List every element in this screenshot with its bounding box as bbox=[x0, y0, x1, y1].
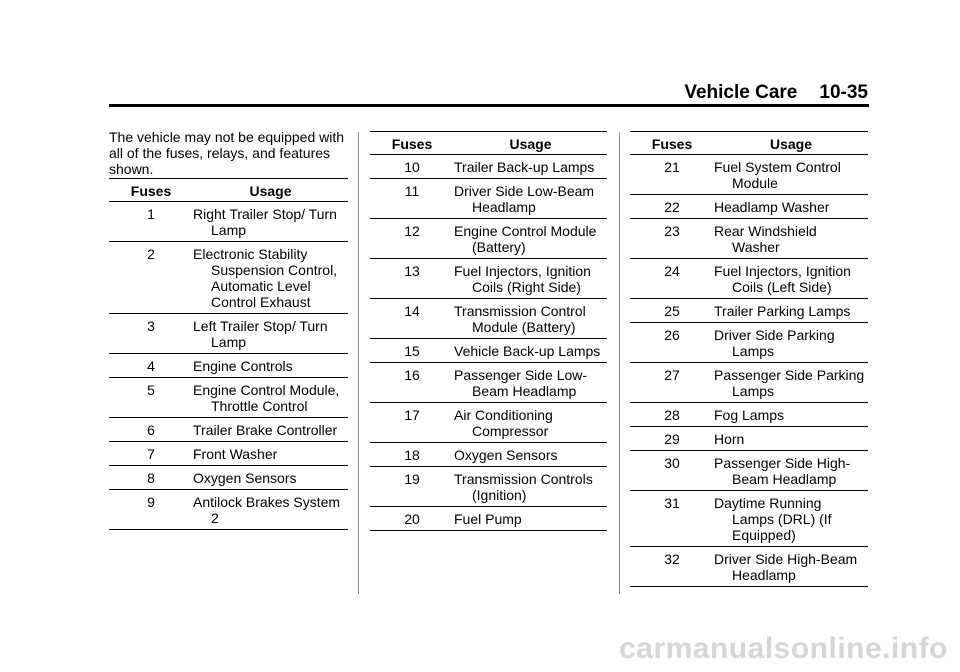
fuse-usage: Oxygen Sensors bbox=[454, 447, 558, 463]
fuse-number: 22 bbox=[630, 195, 714, 219]
table-row bbox=[630, 259, 868, 299]
column-header-usage: Usage bbox=[193, 179, 348, 202]
table-row bbox=[109, 314, 348, 354]
fuse-number: 10 bbox=[370, 155, 454, 179]
fuse-usage-cell bbox=[454, 219, 607, 259]
column-divider-2 bbox=[619, 132, 620, 594]
fuse-usage-cell bbox=[454, 403, 607, 443]
fuse-number: 31 bbox=[630, 491, 714, 547]
fuse-usage-cell bbox=[193, 466, 348, 490]
table-row bbox=[630, 299, 868, 323]
fuse-number: 18 bbox=[370, 443, 454, 467]
fuse-number: 27 bbox=[630, 363, 714, 403]
fuse-usage: Engine Control Module (Battery) bbox=[454, 223, 597, 255]
fuse-usage: Transmission Controls (Ignition) bbox=[454, 471, 593, 503]
fuse-number: 12 bbox=[370, 219, 454, 259]
fuse-usage-cell bbox=[193, 202, 348, 242]
fuse-usage-cell bbox=[454, 507, 607, 531]
fuse-usage-cell bbox=[193, 354, 348, 378]
table-row bbox=[630, 155, 868, 195]
fuse-usage-cell bbox=[454, 179, 607, 219]
fuse-usage: Transmission Control Module (Battery) bbox=[454, 303, 586, 335]
fuse-usage: Headlamp Washer bbox=[714, 199, 830, 215]
fuse-number: 23 bbox=[630, 219, 714, 259]
fuse-usage: Air Conditioning Compressor bbox=[454, 407, 553, 439]
fuse-usage-cell bbox=[714, 403, 868, 427]
fuse-usage-cell bbox=[714, 219, 868, 259]
fuse-number: 25 bbox=[630, 299, 714, 323]
fuse-number: 1 bbox=[109, 202, 193, 242]
fuse-usage-cell bbox=[193, 442, 348, 466]
fuse-usage: Horn bbox=[714, 431, 745, 447]
fuse-usage: Front Washer bbox=[193, 446, 278, 462]
fuse-number: 24 bbox=[630, 259, 714, 299]
watermark: carmanualsonline.info bbox=[619, 632, 948, 665]
fuse-usage-cell bbox=[193, 490, 348, 530]
table-header-row bbox=[370, 132, 607, 155]
fuse-usage: Trailer Back-up Lamps bbox=[454, 159, 595, 175]
fuse-number: 5 bbox=[109, 378, 193, 418]
fuse-usage: Antilock Brakes System 2 bbox=[193, 494, 341, 526]
table-row bbox=[109, 202, 348, 242]
fuse-number: 15 bbox=[370, 339, 454, 363]
fuse-usage: Engine Controls bbox=[193, 358, 293, 374]
table-row bbox=[630, 363, 868, 403]
fuse-usage: Rear Windshield Washer bbox=[714, 223, 817, 255]
fuse-usage: Electronic Stability Suspension Control, Automatic Level Control Exhaust bbox=[193, 246, 338, 310]
fuse-usage-cell bbox=[193, 418, 348, 442]
fuse-number: 17 bbox=[370, 403, 454, 443]
table-row bbox=[109, 442, 348, 466]
fuse-number: 4 bbox=[109, 354, 193, 378]
fuse-usage-cell bbox=[714, 259, 868, 299]
page-number: 10-35 bbox=[819, 82, 868, 103]
fuse-usage: Fuel Injectors, Ignition Coils (Left Side) bbox=[714, 263, 851, 295]
fuse-usage-cell bbox=[714, 195, 868, 219]
fuse-usage: Driver Side Parking Lamps bbox=[714, 327, 835, 359]
fuse-usage: Passenger Side Low-Beam Headlamp bbox=[454, 367, 588, 399]
table-row bbox=[109, 466, 348, 490]
table-row bbox=[370, 363, 607, 403]
column-header-fuses: Fuses bbox=[630, 132, 714, 155]
fuse-usage: Driver Side High-Beam Headlamp bbox=[714, 551, 858, 583]
fuse-usage: Fuel Pump bbox=[454, 511, 522, 527]
fuse-usage-cell bbox=[714, 323, 868, 363]
fuse-number: 32 bbox=[630, 547, 714, 587]
fuse-usage-cell bbox=[454, 339, 607, 363]
fuse-usage: Driver Side Low-Beam Headlamp bbox=[454, 183, 595, 215]
fuse-number: 9 bbox=[109, 490, 193, 530]
fuse-usage: Engine Control Module, Throttle Control bbox=[193, 382, 340, 414]
section-title: Vehicle Care bbox=[684, 82, 798, 103]
table-header-row bbox=[630, 132, 868, 155]
fuse-usage-cell bbox=[714, 547, 868, 587]
fuse-usage-cell bbox=[714, 155, 868, 195]
fuse-number: 2 bbox=[109, 242, 193, 314]
fuse-number: 11 bbox=[370, 179, 454, 219]
table-row bbox=[109, 242, 348, 314]
fuse-usage-cell bbox=[714, 299, 868, 323]
fuse-number: 21 bbox=[630, 155, 714, 195]
table-row bbox=[630, 547, 868, 587]
column-header-fuses: Fuses bbox=[109, 179, 193, 202]
table-row bbox=[630, 219, 868, 259]
fuse-usage-cell bbox=[714, 451, 868, 491]
fuse-usage-cell bbox=[454, 363, 607, 403]
fuse-usage: Vehicle Back-up Lamps bbox=[454, 343, 601, 359]
fuse-usage-cell bbox=[193, 242, 348, 314]
table-row bbox=[109, 418, 348, 442]
fuse-usage-cell bbox=[454, 443, 607, 467]
column-header-usage: Usage bbox=[454, 132, 607, 155]
fuse-usage-cell bbox=[714, 491, 868, 547]
fuse-usage-cell bbox=[193, 378, 348, 418]
fuse-usage-cell bbox=[454, 155, 607, 179]
fuse-usage-cell bbox=[454, 467, 607, 507]
table-row bbox=[370, 155, 607, 179]
fuse-number: 8 bbox=[109, 466, 193, 490]
column-divider-1 bbox=[358, 132, 359, 594]
fuse-usage: Fuel Injectors, Ignition Coils (Right Side) bbox=[454, 263, 591, 295]
table-row bbox=[630, 403, 868, 427]
table-row bbox=[630, 195, 868, 219]
fuse-number: 29 bbox=[630, 427, 714, 451]
fuse-number: 19 bbox=[370, 467, 454, 507]
table-row bbox=[370, 443, 607, 467]
fuse-usage: Passenger Side High-Beam Headlamp bbox=[714, 455, 851, 487]
table-row bbox=[370, 259, 607, 299]
fuse-table-3 bbox=[630, 131, 868, 587]
table-row bbox=[630, 451, 868, 491]
header-rule bbox=[109, 104, 869, 107]
fuse-usage-cell bbox=[714, 427, 868, 451]
table-row bbox=[109, 354, 348, 378]
fuse-table-2 bbox=[370, 131, 607, 531]
table-row bbox=[370, 219, 607, 259]
fuse-number: 3 bbox=[109, 314, 193, 354]
fuse-usage: Right Trailer Stop/ Turn Lamp bbox=[193, 206, 337, 238]
table-row bbox=[109, 490, 348, 530]
table-row bbox=[109, 378, 348, 418]
fuse-usage: Daytime Running Lamps (DRL) (If Equipped) bbox=[714, 495, 832, 543]
fuse-number: 14 bbox=[370, 299, 454, 339]
fuse-usage-cell bbox=[193, 314, 348, 354]
column-header-usage: Usage bbox=[714, 132, 868, 155]
fuse-number: 20 bbox=[370, 507, 454, 531]
fuse-usage-cell bbox=[454, 259, 607, 299]
fuse-usage: Fog Lamps bbox=[714, 407, 785, 423]
fuse-usage: Oxygen Sensors bbox=[193, 470, 297, 486]
table-row bbox=[370, 179, 607, 219]
fuse-number: 13 bbox=[370, 259, 454, 299]
table-header-row bbox=[109, 179, 348, 202]
page-header bbox=[684, 82, 868, 104]
table-row bbox=[630, 491, 868, 547]
fuse-usage: Passenger Side Parking Lamps bbox=[714, 367, 865, 399]
fuse-usage: Trailer Brake Controller bbox=[193, 422, 338, 438]
table-row bbox=[370, 299, 607, 339]
table-row bbox=[370, 403, 607, 443]
fuse-usage: Trailer Parking Lamps bbox=[714, 303, 851, 319]
fuse-number: 7 bbox=[109, 442, 193, 466]
fuse-usage-cell bbox=[714, 363, 868, 403]
fuse-usage: Left Trailer Stop/ Turn Lamp bbox=[193, 318, 328, 350]
table-row bbox=[370, 467, 607, 507]
fuse-usage: Fuel System Control Module bbox=[714, 159, 841, 191]
fuse-number: 28 bbox=[630, 403, 714, 427]
fuse-usage-cell bbox=[454, 299, 607, 339]
table-row bbox=[630, 427, 868, 451]
table-row bbox=[370, 507, 607, 531]
table-row bbox=[370, 339, 607, 363]
intro-paragraph: The vehicle may not be equipped with all of the fuses, relays, and features shown. bbox=[109, 129, 345, 177]
fuse-number: 30 bbox=[630, 451, 714, 491]
column-header-fuses: Fuses bbox=[370, 132, 454, 155]
fuse-number: 26 bbox=[630, 323, 714, 363]
fuse-table-1 bbox=[109, 178, 348, 530]
fuse-number: 6 bbox=[109, 418, 193, 442]
fuse-number: 16 bbox=[370, 363, 454, 403]
table-row bbox=[630, 323, 868, 363]
